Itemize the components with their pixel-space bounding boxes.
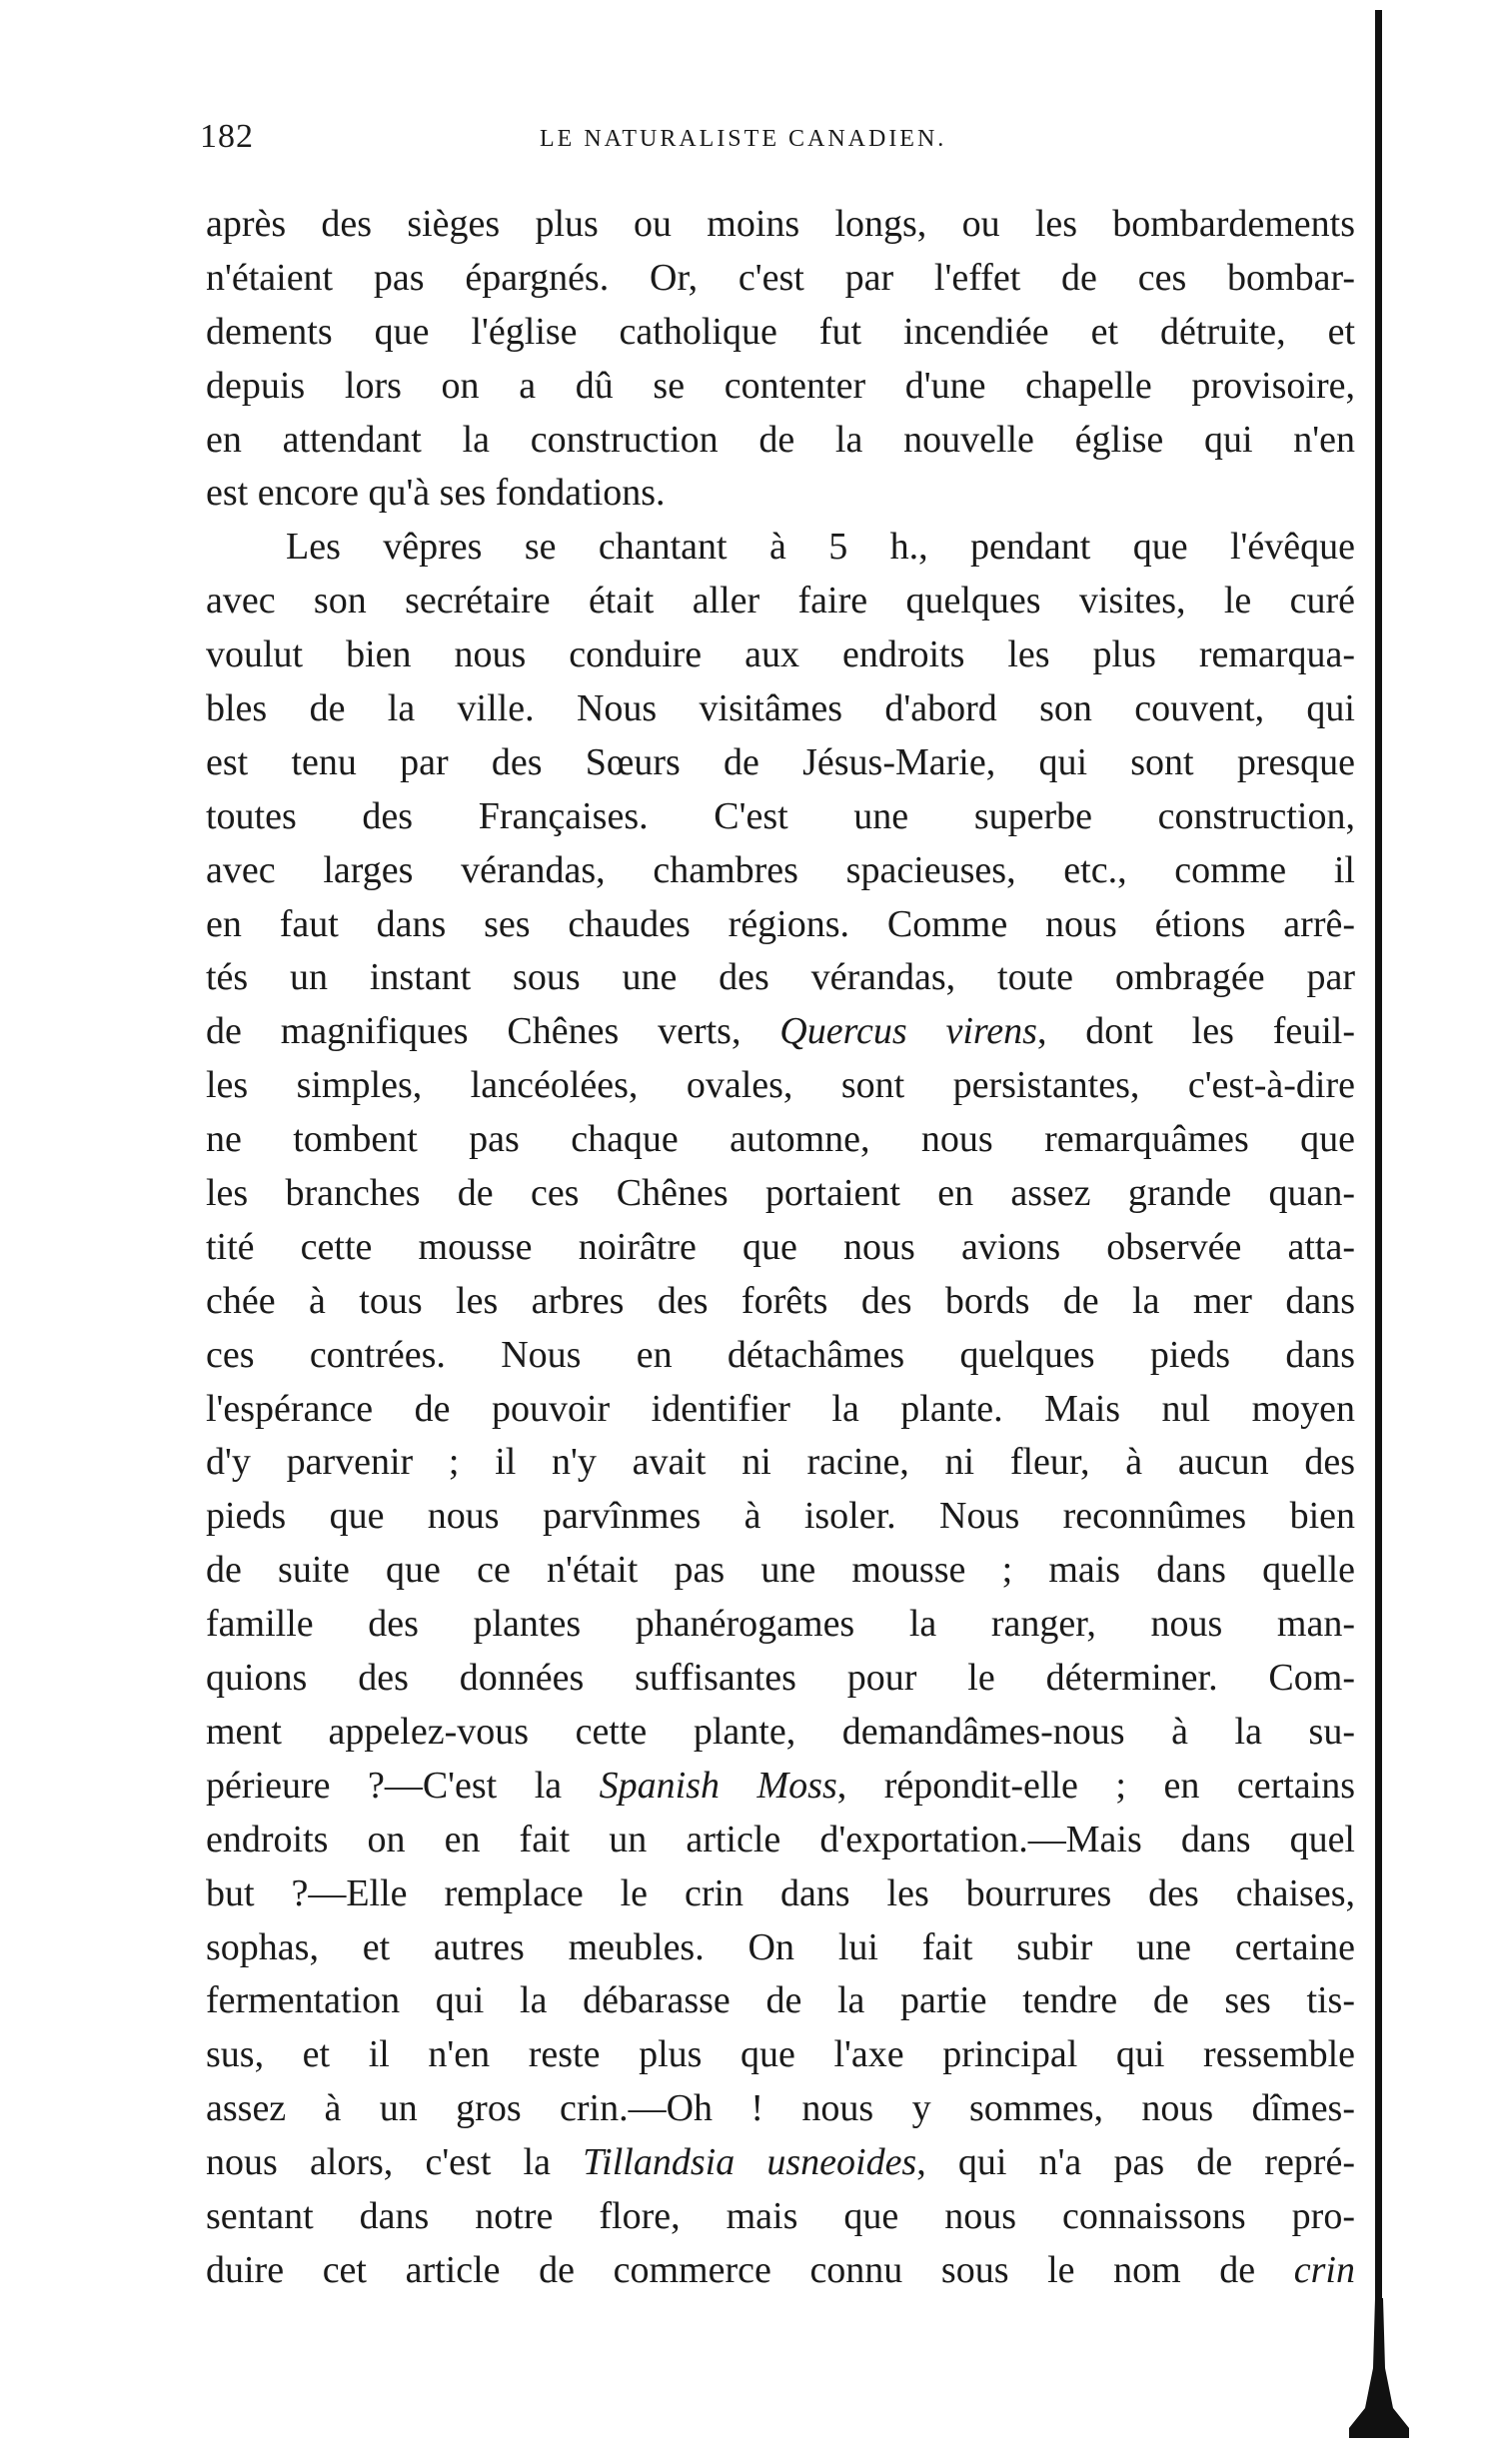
text-line: Les vêpres se chantant à 5 h., pendant que l'évêque bbox=[286, 526, 1355, 569]
text-line: sophas, et autres meubles. On lui fait subir une certaine bbox=[206, 1925, 1355, 1968]
text-line: d'y parvenir ; il n'y avait ni racine, ni fleur, à aucun des bbox=[206, 1441, 1355, 1484]
text-line: fermentation qui la débarasse de la partie tendre de ses tis- bbox=[206, 1979, 1355, 2022]
text-line: les simples, lancéolées, ovales, sont persistantes, c'est-à-dire bbox=[206, 1064, 1355, 1107]
text-line: dements que l'église catholique fut incendiée et détruite, et bbox=[206, 310, 1355, 353]
text-line: endroits on en fait un article d'exportation.—Mais dans quel bbox=[206, 1818, 1355, 1860]
binding-edge-rule bbox=[1375, 10, 1382, 2388]
text-line: est tenu par des Sœurs de Jésus-Marie, qui sont presque bbox=[206, 740, 1355, 783]
text-line bbox=[206, 1760, 1355, 1814]
italic-text: crin bbox=[1293, 2248, 1355, 2291]
text-line: sus, et il n'en reste plus que l'axe principal qui ressemble bbox=[206, 2033, 1355, 2076]
text-segment: , répondit-elle ; en certains bbox=[836, 1764, 1355, 1807]
text-line: les branches de ces Chênes portaient en assez grande quan- bbox=[206, 1172, 1355, 1215]
text-line: depuis lors on a dû se contenter d'une chapelle provisoire, bbox=[206, 364, 1355, 407]
text-line: ne tombent pas chaque automne, nous remarquâmes que bbox=[206, 1118, 1355, 1161]
text-line: quions des données suffisantes pour le déterminer. Com- bbox=[206, 1657, 1355, 1700]
text-line: n'étaient pas épargnés. Or, c'est par l'effet de ces bombar- bbox=[206, 256, 1355, 299]
text-line bbox=[206, 2244, 1355, 2298]
text-line: voulut bien nous conduire aux endroits les plus remarqua- bbox=[206, 633, 1355, 676]
text-line: famille des plantes phanérogames la ranger, nous man- bbox=[206, 1603, 1355, 1646]
text-line: chée à tous les arbres des forêts des bords de la mer dans bbox=[206, 1279, 1355, 1322]
text-line: but ?—Elle remplace le crin dans les bourrures des chaises, bbox=[206, 1871, 1355, 1914]
page-header bbox=[200, 118, 999, 168]
text-line: de suite que ce n'était pas une mousse ; mais dans quelle bbox=[206, 1549, 1355, 1592]
text-line bbox=[206, 2136, 1355, 2190]
text-line: sentant dans notre flore, mais que nous connaissons pro- bbox=[206, 2194, 1355, 2237]
text-line: en attendant la construction de la nouvelle église qui n'en bbox=[206, 418, 1355, 461]
text-segment: , dont les feuil- bbox=[1036, 1010, 1355, 1053]
binding-edge-foot bbox=[1347, 2298, 1411, 2438]
text-segment: de magnifiques Chênes verts, bbox=[206, 1010, 780, 1053]
text-line: tés un instant sous une des vérandas, toute ombragée par bbox=[206, 956, 1355, 999]
text-line: avec larges vérandas, chambres spacieuses, etc., comme il bbox=[206, 848, 1355, 891]
text-segment: nous alors, c'est la bbox=[206, 2141, 584, 2184]
text-line: ment appelez-vous cette plante, demandâmes-nous à la su- bbox=[206, 1710, 1355, 1753]
text-segment: duire cet article de commerce connu sous le nom de bbox=[206, 2248, 1294, 2291]
italic-text: Quercus virens bbox=[779, 1010, 1037, 1053]
text-segment: , qui n'a pas de repré- bbox=[916, 2141, 1355, 2184]
running-head: LE NATURALISTE CANADIEN. bbox=[540, 126, 947, 152]
text-line: toutes des Françaises. C'est une superbe construction, bbox=[206, 794, 1355, 837]
text-line: l'espérance de pouvoir identifier la plante. Mais nul moyen bbox=[206, 1387, 1355, 1430]
italic-text: Spanish Moss bbox=[599, 1764, 837, 1807]
text-line: ces contrées. Nous en détachâmes quelques pieds dans bbox=[206, 1333, 1355, 1376]
italic-text: Tillandsia usneoides bbox=[583, 2141, 917, 2184]
body-text bbox=[206, 198, 1355, 2298]
text-line: assez à un gros crin.—Oh ! nous y sommes, nous dîmes- bbox=[206, 2087, 1355, 2130]
text-line: est encore qu'à ses fondations. bbox=[206, 472, 666, 515]
text-segment: périeure ?—C'est la bbox=[206, 1764, 600, 1807]
text-line bbox=[206, 1005, 1355, 1059]
text-line: après des sièges plus ou moins longs, ou les bombardements bbox=[206, 203, 1355, 245]
text-line: pieds que nous parvînmes à isoler. Nous reconnûmes bien bbox=[206, 1495, 1355, 1538]
text-line: en faut dans ses chaudes régions. Comme nous étions arrê- bbox=[206, 902, 1355, 945]
text-line: avec son secrétaire était aller faire quelques visites, le curé bbox=[206, 580, 1355, 622]
page-number: 182 bbox=[200, 118, 254, 155]
text-line: bles de la ville. Nous visitâmes d'abord son couvent, qui bbox=[206, 687, 1355, 730]
text-line: tité cette mousse noirâtre que nous avions observée atta- bbox=[206, 1225, 1355, 1268]
